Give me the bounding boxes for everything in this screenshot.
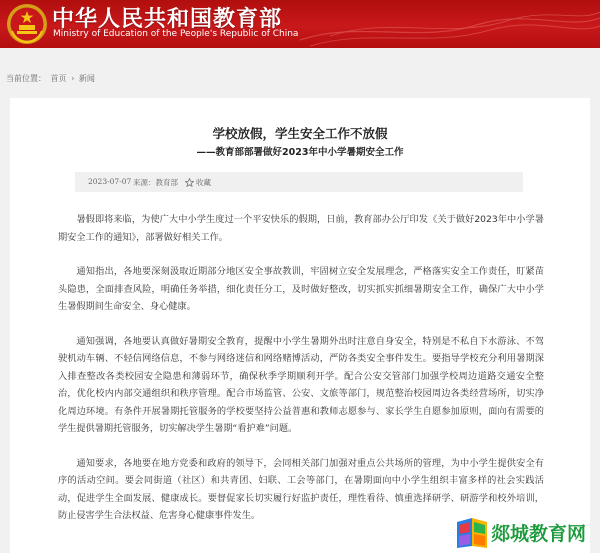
- colorful-book-logo-icon: [455, 516, 489, 550]
- national-emblem-icon[interactable]: [6, 3, 48, 45]
- breadcrumb-home-link[interactable]: 首页: [50, 74, 67, 83]
- article-body: [58, 211, 544, 542]
- site-header: [0, 0, 600, 48]
- favorite-label: 收藏: [196, 177, 211, 187]
- site-subtitle: Ministry of Education of the People's Republic of China: [53, 29, 299, 39]
- article-paragraph: 通知强调，各地要认真做好暑期安全教育，提醒中小学生暑期外出时注意自身安全，特别是不私自下水游泳、不驾驶机动车辆、不轻信网络信息，不参与网络迷信和网络赌博活动，严防各类安全事件发生。要指导学校充分利用暑期深入排查整改各类校园安全隐患和薄弱环节，确保秋季学期顺利开学。配合公安交管部门加强学校周边道路交通安全整治，优化校内内部交通组织和秩序管理。配合市场监管、公安、文旅等部门，规范整治校园周边各类经营场所，切实净化周边环境。有条件开展暑期托管服务的学校要坚持公益普惠和教师志愿参与、家长学生自愿参加原则，面向有需要的学生提供暑期托管服务，切实解决学生暑期“看护难”问题。: [58, 335, 544, 434]
- article-paragraph: 通知指出，各地要深刻汲取近期部分地区安全事故教训，牢固树立安全发展理念，严格落实安全工作责任，盯紧苗头隐患，全面排查风险，明确任务举措，细化责任分工，及时做好整改，切实抓实抓细暑期安全工作，确保广大中小学生暑假期间生命安全、身心健康。: [58, 266, 544, 312]
- breadcrumb-separator: ›: [71, 74, 75, 83]
- article-source: 来源：教育部: [133, 178, 178, 187]
- article-date: 2023-07-07: [88, 177, 132, 186]
- favorite-button[interactable]: [185, 175, 211, 189]
- star-icon: [185, 178, 194, 187]
- article-card: [10, 98, 590, 553]
- breadcrumb: [6, 73, 97, 84]
- breadcrumb-news-link[interactable]: 新闻: [78, 74, 95, 83]
- site-title[interactable]: 中华人民共和国教育部: [52, 7, 283, 32]
- article-subtitle: ——教育部部署做好2023年中小学暑期安全工作: [196, 147, 404, 158]
- article-paragraph: 暑假即将来临，为使广大中小学生度过一个平安快乐的假期，日前，教育部办公厅印发《关于做好2023年中小学暑期安全工作的通知》，部署做好相关工作。: [58, 214, 544, 243]
- site-watermark: [455, 516, 595, 550]
- breadcrumb-prefix: 当前位置：: [6, 74, 46, 83]
- article-title: 学校放假，学生安全工作不放假: [212, 126, 388, 141]
- article-paragraph: 通知要求，各地要在地方党委和政府的领导下，会同相关部门加强对重点公共场所的管理，为中小学生提供安全有序的活动空间。要会同街道（社区）和共青团、妇联、工会等部门，在暑期面向中小学生组织丰富多样的社会实践活动，促进学生全面发展、健康成长。要督促家长切实履行好监护责任，理性看待、慎重选择研学、研游学和校外培训，防止侵害学生合法权益、危害身心健康事件发生。: [58, 457, 544, 521]
- article-meta-bar: [75, 172, 523, 192]
- watermark-text: 郯城教育网: [491, 523, 587, 545]
